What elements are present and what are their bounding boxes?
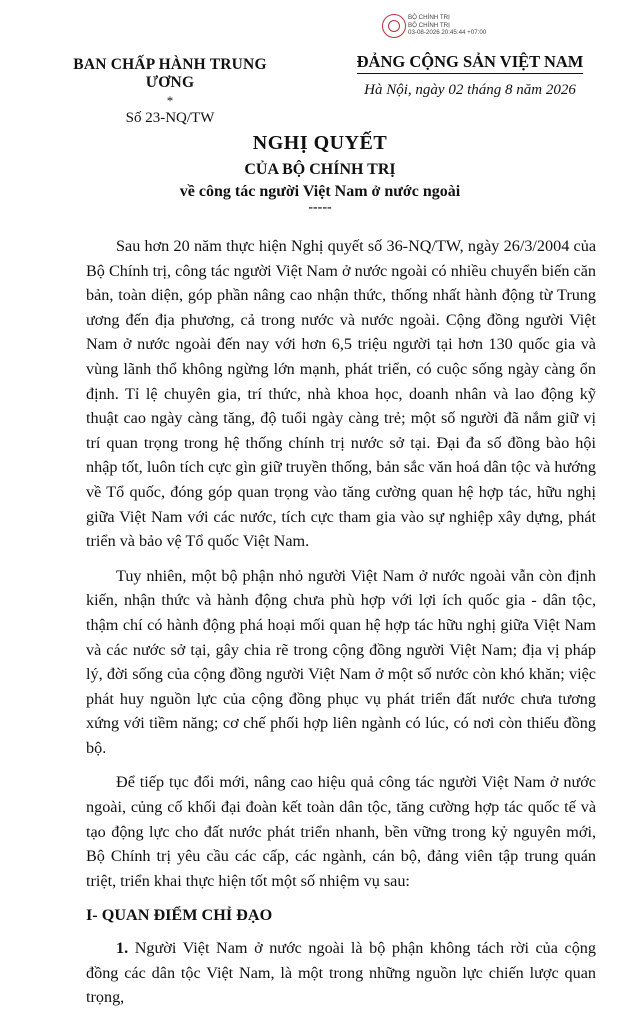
party-name: ĐẢNG CỘNG SẢN VIỆT NAM	[357, 52, 584, 74]
document-title	[0, 132, 640, 213]
document-body	[86, 234, 596, 1010]
paragraph-3: Để tiếp tục đổi mới, nâng cao hiệu quả công tác người Việt Nam ở nước ngoài, củng cố khối đại đoàn kết toàn dân tộc, tăng cường hợp tác quốc tế và tạo động lực cho đất nước phát triển nhanh, bền vững trong kỷ nguyên mới, Bộ Chính trị yêu cầu các cấp, các ngành, cán bộ, đảng viên tập trung quán triệt, triển khai thực hiện tốt một số nhiệm vụ sau:	[86, 773, 596, 890]
place-date-line: Hà Nội, ngày 02 tháng 8 năm 2026	[364, 82, 576, 98]
header-left	[60, 56, 280, 127]
section-heading: I- QUAN ĐIỂM CHỈ ĐẠO	[86, 906, 273, 925]
stamp-line-1: BỘ CHÍNH TRỊ	[408, 14, 450, 21]
title-line-1: NGHỊ QUYẾT	[252, 132, 388, 154]
stamp-line-3: 03-08-2026 20:45:44 +07:00	[408, 29, 487, 37]
header-star: *	[166, 93, 174, 108]
seal-icon	[382, 14, 406, 38]
paragraph-2: Tuy nhiên, một bộ phận nhỏ người Việt Nam ở nước ngoài vẫn còn định kiến, nhận thức và hành động chưa phù hợp với lợi ích quốc gia - dân tộc, thậm chí có hành động phá hoại mối quan hệ hợp tác hữu nghị giữa Việt Nam và các nước sở tại, gây chia rẽ trong cộng đồng người Việt Nam; địa vị pháp lý, đời sống của cộng đồng người Việt Nam ở một số nước còn khó khăn; việc phát huy nguồn lực của cộng đồng phục vụ phát triển đất nước chưa tương xứng với tiềm năng; cơ chế phối hợp liên ngành có lúc, có nơi còn thiếu đồng bộ.	[86, 566, 596, 757]
stamp-line-2: BỘ CHÍNH TRỊ	[408, 21, 450, 29]
title-line-2: CỦA BỘ CHÍNH TRỊ	[244, 161, 396, 178]
header-right	[340, 52, 600, 99]
document-number: Số 23-NQ/TW	[125, 110, 215, 126]
item-number: 1.	[116, 939, 129, 958]
paragraph-1: Sau hơn 20 năm thực hiện Nghị quyết số 36-NQ/TW, ngày 26/3/2004 của Bộ Chính trị, công tác người Việt Nam ở nước ngoài có nhiều chuyển biến căn bản, toàn diện, góp phần nâng cao nhận thức, thống nhất hành động từ Trung ương đến địa phương, cả trong nước và nước ngoài. Cộng đồng người Việt Nam ở nước ngoài đến nay với hơn 6,5 triệu người tại hơn 130 quốc gia và vùng lãnh thổ không ngừng lớn mạnh, phát triển, có cuộc sống ngày càng ổn định. Tỉ lệ chuyên gia, trí thức, nhà khoa học, doanh nhân và lao động kỹ thuật cao ngày càng tăng, độ tuổi ngày càng trẻ; một số người đã nắm giữ vị trí quan trọng trong hệ thống chính trị nước sở tại. Đại đa số đồng bào hội nhập tốt, luôn tích cực gìn giữ truyền thống, bản sắc văn hoá dân tộc và hướng về Tổ quốc, đóng góp quan trọng vào tăng cường quan hệ hợp tác, hữu nghị giữa Việt Nam với các nước, tích cực tham gia vào sự nghiệp xây dựng, phát triển và bảo vệ Tổ quốc Việt Nam.	[86, 237, 596, 551]
issuing-organization: BAN CHẤP HÀNH TRUNG ƯƠNG	[73, 56, 267, 91]
title-line-3: về công tác người Việt Nam ở nước ngoài	[179, 183, 461, 200]
numbered-item-1	[86, 936, 596, 1010]
title-separator: -----	[308, 200, 332, 215]
digital-signature-stamp	[382, 12, 512, 46]
stamp-text	[408, 14, 518, 37]
item-text: Người Việt Nam ở nước ngoài là bộ phận không tách rời của cộng đồng các dân tộc Việt Nam, là một trong những nguồn lực chiến lược quan trọng,	[86, 939, 596, 1007]
